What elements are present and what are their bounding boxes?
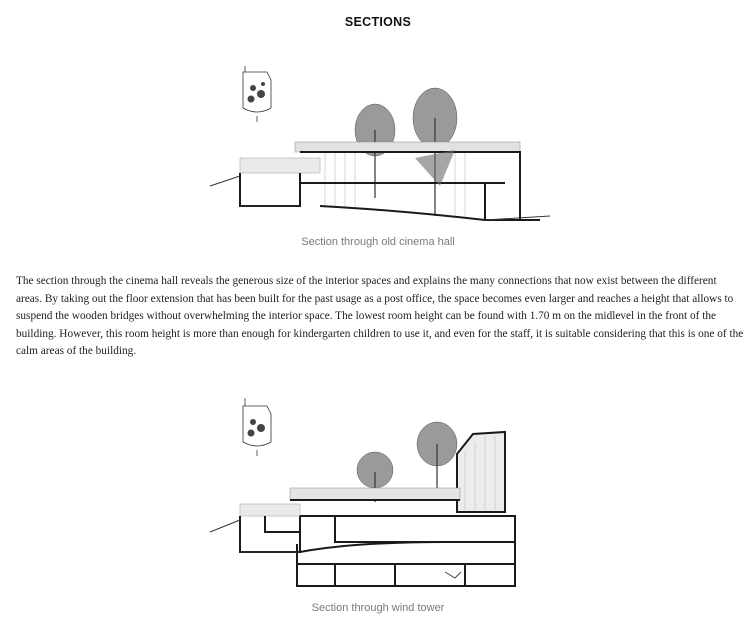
key-plan-icon [243, 398, 271, 456]
section-heading: SECTIONS [344, 15, 412, 29]
cinema-hall-section-drawing [205, 58, 555, 226]
figure-caption: Section through wind tower [311, 602, 445, 614]
key-plan-icon [243, 66, 271, 122]
figure-caption: Section through old cinema hall [301, 236, 455, 248]
body-paragraph: The section through the cinema hall reveals the generous size of the interior spaces and explains the many connections that now exist between the different areas. By taking out the floor extension that has been built for the past usage as a post office, the space becomes even larger and reaches a height that allows to suspend the wooden bridges without overwhelming the interior space. The lowest room height can be found with 1.70 m on the midlevel in the front of the building. However, this room height is more than enough for kindergarten children to use it, and even for the staff, it is suitable considering that this is one of the calm areas of the building. [16, 275, 744, 358]
wind-tower-section-drawing [205, 392, 555, 592]
